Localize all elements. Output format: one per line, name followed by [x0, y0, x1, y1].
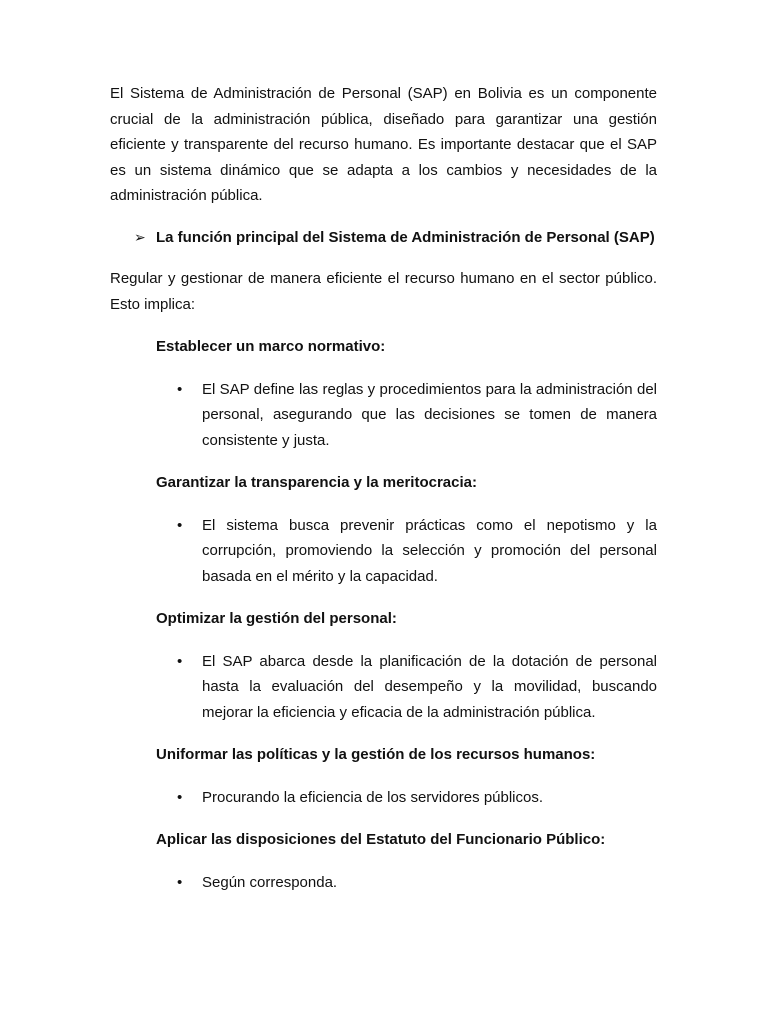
bullet-dot-icon: •	[177, 788, 183, 806]
bullet-dot-icon: •	[177, 516, 183, 534]
section-title-3: Optimizar la gestión del personal:	[156, 610, 397, 627]
bullet-dot-icon: •	[177, 652, 183, 670]
arrow-bullet-icon: ➢	[134, 228, 146, 245]
bullet-text-5: Según corresponda.	[202, 873, 338, 891]
arrow-list-item	[110, 225, 657, 251]
section-title-5: Aplicar las disposiciones del Estatuto del Funcionario Público:	[156, 831, 606, 848]
bullet-dot-icon: •	[177, 380, 183, 398]
bullet-item-3	[110, 649, 657, 726]
bullet-text-1: El SAP define las reglas y procedimientos para la administración del personal, asegurando que las decisiones se tomen de manera consistente y justa.	[202, 380, 657, 449]
bullet-item-1	[110, 377, 657, 454]
function-paragraph: Regular y gestionar de manera eficiente el recurso humano en el sector público. Esto implica:	[110, 270, 657, 313]
section-title-1: Establecer un marco normativo:	[156, 338, 386, 355]
bullet-item-2	[110, 513, 657, 590]
bullet-item-4	[110, 785, 657, 811]
bullet-item-5	[110, 870, 657, 896]
section-title-2: Garantizar la transparencia y la meritocracia:	[156, 474, 477, 491]
section-title-4: Uniformar las políticas y la gestión de los recursos humanos:	[156, 746, 596, 763]
arrow-heading: La función principal del Sistema de Administración de Personal (SAP)	[156, 228, 655, 246]
document-page	[110, 81, 657, 912]
bullet-dot-icon: •	[177, 873, 183, 891]
intro-paragraph: El Sistema de Administración de Personal (SAP) en Bolivia es un componente crucial de la administración pública, diseñado para garantizar una gestión eficiente y transparente del recurso humano. Es importante destacar que el SAP es un sistema dinámico que se adapta a los cambios y necesidades de la administración pública.	[110, 85, 657, 204]
bullet-text-3: El SAP abarca desde la planificación de la dotación de personal hasta la evaluación del desempeño y la movilidad, buscando mejorar la eficiencia y eficacia de la administración pública.	[202, 652, 657, 721]
bullet-text-4: Procurando la eficiencia de los servidores públicos.	[202, 788, 544, 806]
bullet-text-2: El sistema busca prevenir prácticas como el nepotismo y la corrupción, promoviendo la selección y promoción del personal basada en el mérito y la capacidad.	[202, 516, 657, 585]
